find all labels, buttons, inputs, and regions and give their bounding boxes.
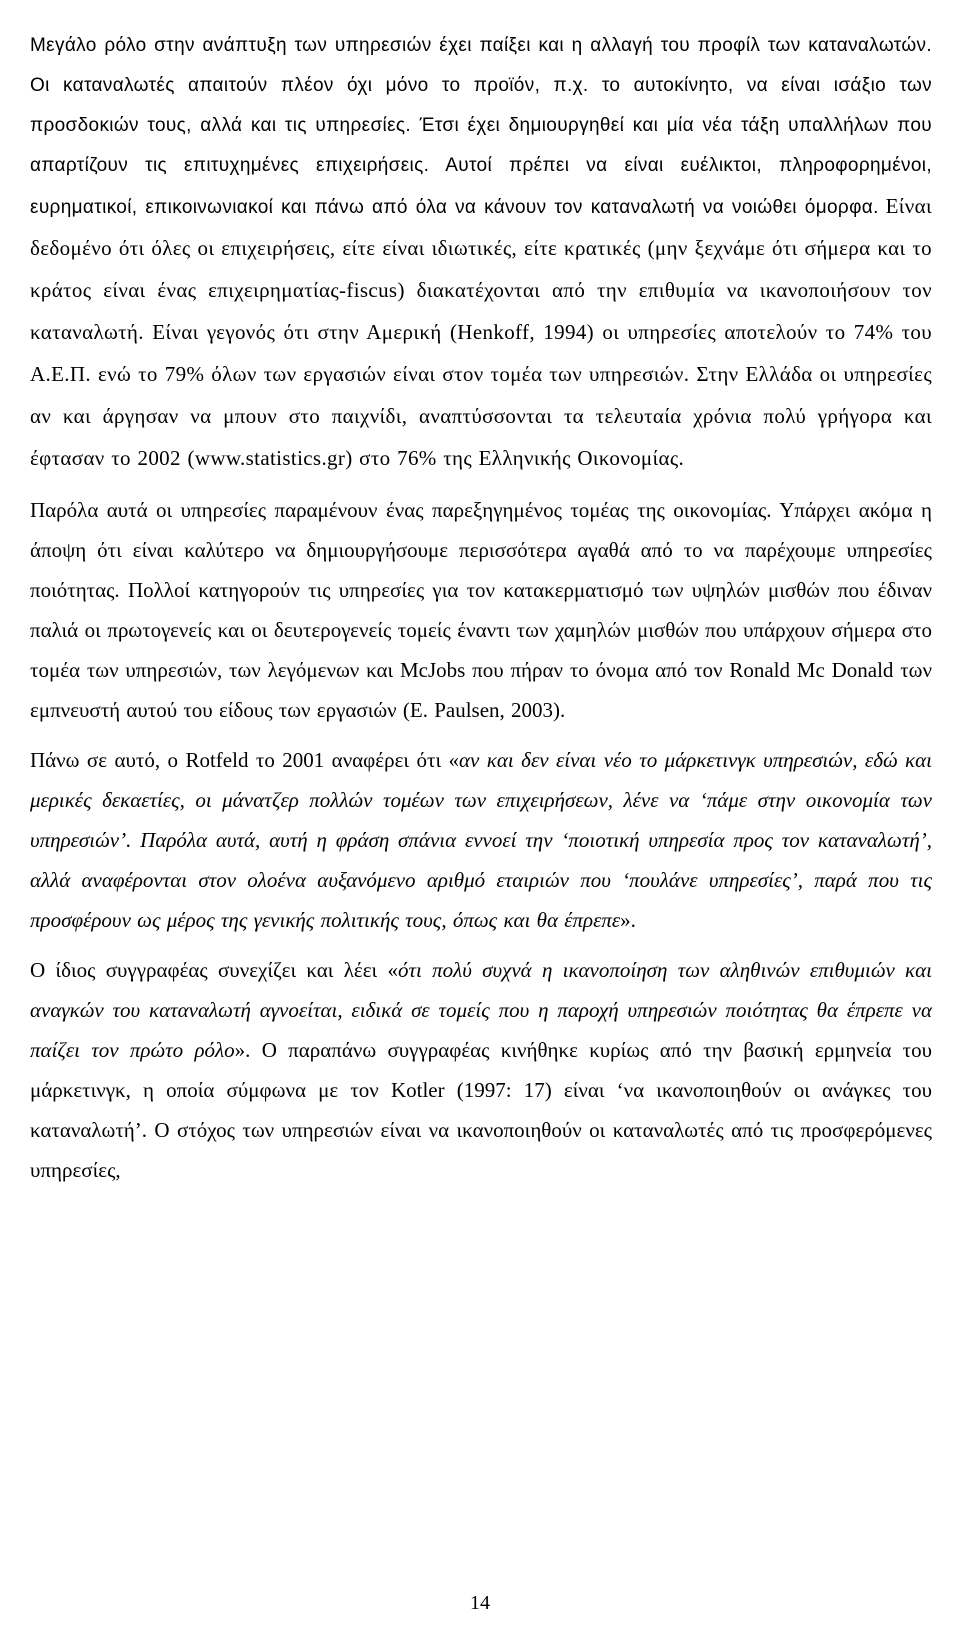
paragraph-4-quote: ότι πολύ συχνά η ικανοποίηση των αληθινών επιθυμιών και αναγκών του καταναλωτή αγνοείται, ειδικά σε τομείς που η παροχή υπηρεσιών ποιότητας θα έπρεπε να παίζει τον πρώτο ρόλο — [30, 958, 932, 1062]
paragraph-3-lead: Πάνω σε αυτό, ο Rotfeld το 2001 αναφέρει ότι « — [30, 748, 460, 772]
paragraph-3-tail: ». — [620, 908, 636, 932]
paragraph-1-part-b: Είναι δεδομένο ότι όλες οι επιχειρήσεις, είτε είναι ιδιωτικές, είτε κρατικές (μην ξεχνάμε ότι σήμερα και το κράτος είναι ένας επιχειρηματίας-fiscus) διακατέχονται από την επιθυμία να ικανοποιήσουν τον καταναλωτή. Είναι γεγονός ότι στην Αμερική (Henkoff, 1994) οι υπηρεσίες αποτελούν το 74% του Α.Ε.Π. ενώ το 79% όλων των εργασιών είναι στον τομέα των υπηρεσιών. Στην Ελλάδα οι υπηρεσίες αν και άργησαν να μπουν στο παιχνίδι, αναπτύσσονται τα τελευταία χρόνια πολύ γρήγορα και έφτασαν το 2002 (www.statistics.gr) στο 76% της Ελληνικής Οικονομίας. — [30, 194, 932, 470]
paragraph-1-part-a: Μεγάλο ρόλο στην ανάπτυξη των υπηρεσιών έχει παίξει και η αλλαγή του προφίλ των καταναλωτών. Οι καταναλωτές απαιτούν πλέον όχι μόνο το προϊόν, π.χ. το αυτοκίνητο, να είναι ισάξιο των προσδοκιών τους, αλλά και τις υπηρεσίες. Έτσι έχει δημιουργηθεί και μία νέα τάξη υπαλλήλων που απαρτίζουν τις επιτυχημένες επιχειρήσεις. Αυτοί πρέπει να είναι ευέλικτοι, πληροφορημένοι, ευρηματικοί, επικοινωνιακοί και πάνω από όλα να κάνουν τον καταναλωτή να νοιώθει όμορφα. — [30, 35, 932, 218]
paragraph-4 — [30, 950, 932, 1190]
paragraph-3 — [30, 740, 932, 940]
paragraph-1 — [30, 26, 932, 480]
paragraph-4-tail: ». Ο παραπάνω συγγραφέας κινήθηκε κυρίως από την βασική ερμηνεία του μάρκετινγκ, η οποία σύμφωνα με τον Kotler (1997: 17) είναι ‘να ικανοποιηθούν οι ανάγκες του καταναλωτή’. Ο στόχος των υπηρεσιών είναι να ικανοποιηθούν οι καταναλωτές από τις προσφερόμενες υπηρεσίες, — [30, 1038, 932, 1182]
page-number: 14 — [470, 1592, 490, 1614]
paragraph-3-quote: αν και δεν είναι νέο το μάρκετινγκ υπηρεσιών, εδώ και μερικές δεκαετίες, οι μάνατζερ πολλών τομέων των επιχειρήσεων, λένε να ‘πάμε στην οικονομία των υπηρεσιών’. Παρόλα αυτά, αυτή η φράση σπάνια εννοεί την ‘ποιοτική υπηρεσία προς τον καταναλωτή’, αλλά αναφέρονται στον ολοένα αυξανόμενο αριθμό εταιριών που ‘πουλάνε υπηρεσίες’, παρά που τις προσφέρουν ως μέρος της γενικής πολιτικής τους, όπως και θα έπρεπε — [30, 748, 932, 932]
paragraph-2: Παρόλα αυτά οι υπηρεσίες παραμένουν ένας παρεξηγημένος τομέας της οικονομίας. Υπάρχει ακόμα η άποψη ότι είναι καλύτερο να δημιουργήσουμε περισσότερα αγαθά από το να παρέχουμε υπηρεσίες ποιότητας. Πολλοί κατηγορούν τις υπηρεσίες για τον κατακερματισμό των υψηλών μισθών που έδιναν παλιά οι πρωτογενείς και οι δευτερογενείς τομείς έναντι των χαμηλών μισθών που υπάρχουν σήμερα στο τομέα των υπηρεσιών, των λεγόμενων και McJobs που πήραν το όνομα από τον Ronald Mc Donald των εμπνευστή αυτού του είδους των εργασιών (E. Paulsen, 2003). — [30, 498, 932, 722]
paragraph-4-lead: Ο ίδιος συγγραφέας συνεχίζει και λέει « — [30, 958, 398, 982]
